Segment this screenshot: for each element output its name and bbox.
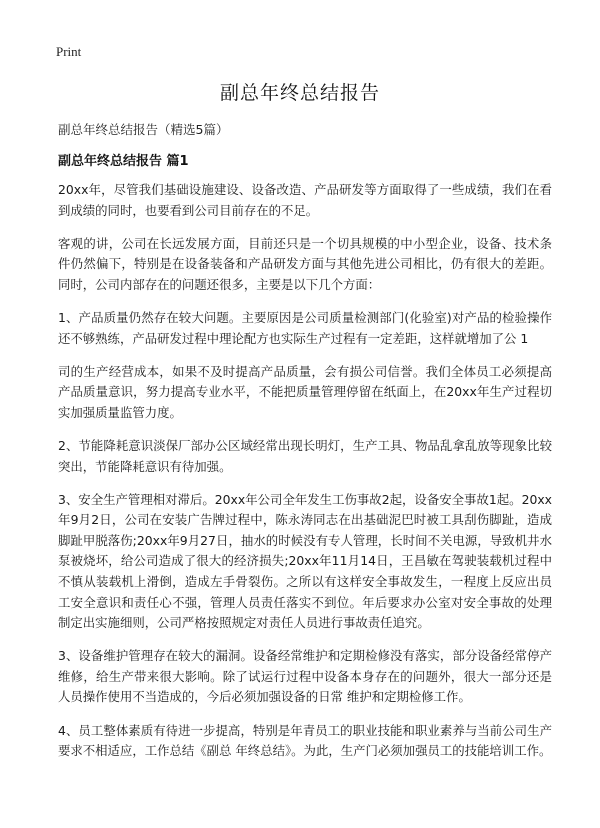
- document-subtitle: 副总年终总结报告（精选5篇）: [58, 122, 229, 137]
- paragraph: 1、产品质量仍然存在较大问题。主要原因是公司质量检测部门(化验室)对产品的检验操作还不够熟练，产品研发过程中理论配方也实际生产过程有一定差距，这样就增加了公 1: [58, 309, 552, 346]
- paragraph: 客观的讲，公司在长远发展方面，目前还只是一个切具规模的中小型企业，设备、技术条件仍然偏下，特别是在设备装备和产品研发方面与其他先进公司相比，仍有很大的差距。同时，公司内部存在的问题还很多，主要是以下几个方面：: [58, 235, 552, 292]
- paragraph: 司的生产经营成本，如果不及时提高产品质量，会有损公司信誉。我们全体员工必须提高产品质量意识，努力提高专业水平，不能把质量管理停留在纸面上，在20xx年生产过程切实加强质量监管力度。: [58, 363, 552, 420]
- paragraph: 4、员工整体素质有待进一步提高，特别是年青员工的职业技能和职业素养与当前公司生产要求不相适应，工作总结《副总 年终总结》。为此，生产门必须加强员工的技能培训工作。: [58, 722, 552, 759]
- paragraph: 2、节能降耗意识淡保厂部办公区域经常出现长明灯，生产工具、物品乱拿乱放等现象比较突出，节能降耗意识有待加强。: [58, 437, 552, 474]
- paragraph: 20xx年，尽管我们基础设施建设、设备改造、产品研发等方面取得了一些成绩，我们在看到成绩的同时，也要看到公司目前存在的不足。: [58, 182, 552, 218]
- document-body: [58, 180, 552, 774]
- print-label: Print: [56, 44, 82, 59]
- paragraph: 3、安全生产管理相对滞后。20xx年公司全年发生工伤事故2起，设备安全事故1起。20xx年9月2日，公司在安装广告牌过程中，陈永涛同志在出基础泥巴时被工具刮伤脚趾，造成脚趾甲脱落伤;20xx年9月27日，抽水的时候没有专人管理，长时间不关电源，导致机井水泵被烧坏，给公司造成了很大的经济损失;20xx年11月14日，王昌敏在驾驶装载机过程中不慎从装载机上滑倒，造成左手骨裂伤。之所以有这样安全事故发生，一程度上反应出员工安全意识和责任心不强，管理人员责任落实不到位。年后要求办公室对安全事故的处理制定出实施细则，公司严格按照规定对责任人员进行事故责任追究。: [58, 491, 552, 631]
- document-title: 副总年终总结报告: [219, 82, 380, 104]
- paragraph: 3、设备维护管理存在较大的漏洞。设备经常维护和定期检修没有落实，部分设备经常停产维修，给生产带来很大影响。除了试运行过程中设备本身存在的问题外，很大一部分还是人员操作使用不当造成的，今后必须加强设备的日常 维护和定期检修工作。: [58, 648, 552, 705]
- section-heading: 副总年终总结报告 篇1: [58, 154, 189, 169]
